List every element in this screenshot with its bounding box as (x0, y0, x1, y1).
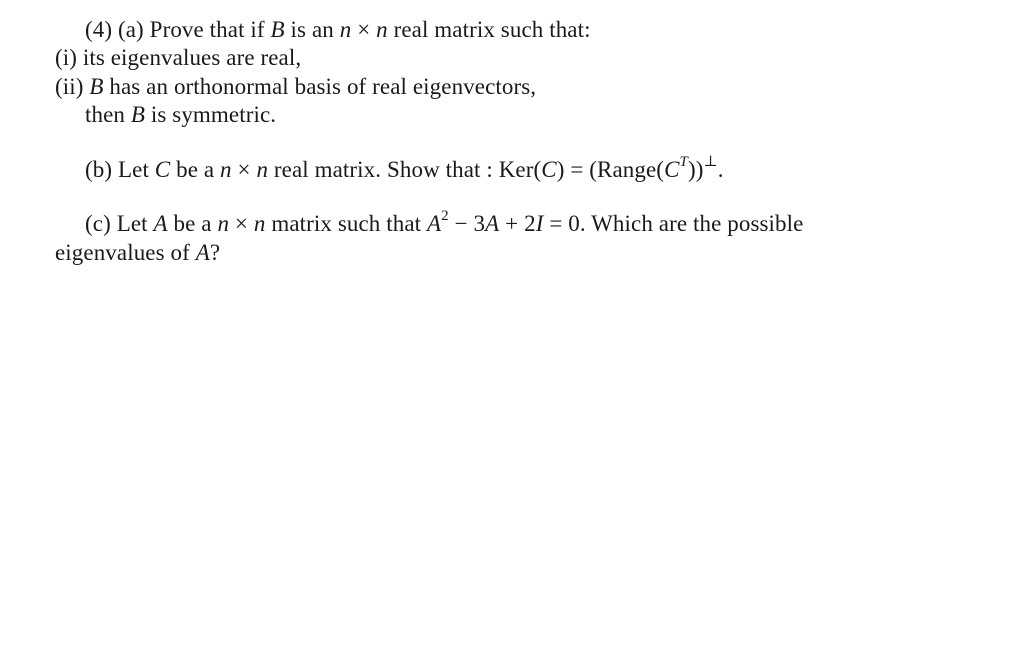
part-b-label: (b) (85, 157, 113, 182)
var-C: C (154, 157, 171, 182)
times-symbol: × (357, 17, 371, 42)
var-B: B (130, 102, 146, 127)
part-c-question: Which are the possible (591, 211, 804, 236)
var-n: n (217, 211, 230, 236)
condition-i (55, 43, 301, 72)
part-a-statement (85, 15, 591, 44)
kernel-expression (499, 157, 565, 182)
condition-ii (55, 72, 536, 101)
times-symbol: × (237, 157, 251, 182)
part-b-be: be a (176, 157, 215, 182)
part-a-intro: Prove that if (149, 17, 265, 42)
part-c-statement (85, 209, 803, 238)
part-c-be: be a (173, 211, 212, 236)
range-close: )) (687, 157, 704, 182)
part-c-let: Let (116, 211, 148, 236)
var-A: A (426, 211, 442, 236)
perp-superscript: ⊥ (703, 154, 718, 171)
condition-ii-text: has an orthonormal basis of real eigenvectors, (109, 74, 537, 99)
conclusion-text: is symmetric. (150, 102, 277, 127)
period: . (717, 157, 724, 182)
problem-number: (4) (85, 17, 113, 42)
var-I: I (535, 211, 544, 236)
part-c-matrix-text: matrix such that (271, 211, 422, 236)
minus-term: − 3 (454, 211, 486, 236)
var-n: n (253, 211, 266, 236)
times-symbol: × (234, 211, 248, 236)
part-a-mid: is an (290, 17, 334, 42)
square-superscript: 2 (441, 208, 449, 225)
equals-zero: = 0. (549, 211, 586, 236)
var-C: C (541, 157, 557, 182)
var-n: n (256, 157, 269, 182)
var-n: n (339, 17, 352, 42)
equals-sign: = (570, 157, 584, 182)
conclusion-prefix: then (85, 102, 125, 127)
var-A: A (153, 211, 168, 236)
part-c-label: (c) (85, 211, 111, 236)
var-C: C (664, 157, 680, 182)
var-B: B (270, 17, 285, 42)
var-n: n (376, 17, 388, 42)
part-b-statement (85, 155, 724, 184)
ker-close: ) (556, 157, 565, 182)
var-B: B (89, 74, 104, 99)
condition-i-text: (i) its eigenvalues are real, (55, 45, 302, 70)
part-c-continuation (55, 238, 220, 267)
transpose-superscript: T (679, 154, 688, 171)
plus-term: + 2 (505, 211, 536, 236)
part-b-let: Let (117, 157, 149, 182)
range-open: (Range( (589, 157, 665, 182)
question-mark: ? (209, 240, 221, 265)
var-A: A (195, 240, 210, 265)
polynomial-equation (426, 208, 586, 236)
part-a-tail: real matrix such that: (393, 17, 591, 42)
range-expression (589, 154, 724, 182)
part-a-conclusion (85, 100, 276, 129)
part-b-real-text: real matrix. Show that : (273, 157, 493, 182)
var-A: A (485, 211, 500, 236)
ker-open: Ker( (498, 157, 542, 182)
condition-ii-label: (ii) (55, 74, 84, 99)
part-a-label: (a) (117, 17, 144, 42)
var-n: n (220, 157, 232, 182)
part-c-line2-text: eigenvalues of (55, 240, 190, 265)
